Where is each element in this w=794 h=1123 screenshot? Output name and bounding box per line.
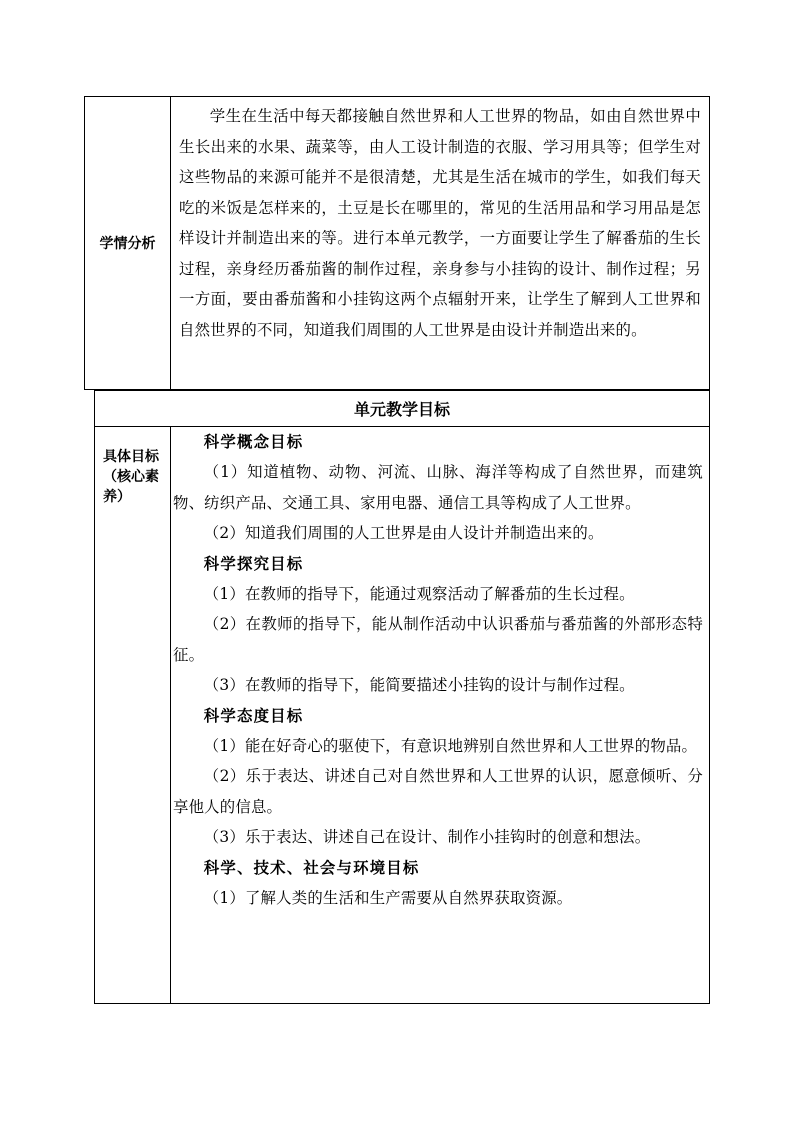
learning-analysis-text: 学生在生活中每天都接触自然世界和人工世界的物品，如由自然世界中生长出来的水果、蔬菜等，由人工设计制造的衣服、学习用具等；但学生对这些物品的来源可能并不是很清楚，尤其是生活在城市的学生，如我们每天吃的米饭是怎样来的，土豆是长在哪里的，常见的生活用品和学习用品是怎样设计并制造出来的等。进行本单元教学，一方面要让学生了解番茄的生长过程，亲身经历番茄酱的制作过程，亲身参与小挂钩的设计、制作过程；另一方面，要由番茄酱和小挂钩这两个点辐射开来，让学生了解到人工世界和自然世界的不同，知道我们周围的人工世界是由设计并制造出来的。 (179, 107, 701, 339)
unit-goals-header: 单元教学目标 (95, 391, 709, 427)
inquiry-goal-3: （3）在教师的指导下，能简要描述小挂钩的设计与制作过程。 (203, 676, 635, 695)
attitude-goal-3: （3）乐于表达、讲述自己在设计、制作小挂钩时的创意和想法。 (203, 828, 651, 847)
specific-goals-label: 具体目标（核心素养） (95, 427, 171, 1003)
stse-goals-heading: 科学、技术、社会与环境目标 (203, 858, 420, 877)
unit-goals-body (171, 427, 709, 1003)
inquiry-goal-2: （2）在教师的指导下，能从制作活动中认识番茄与番茄酱的外部形态特征。 (173, 615, 703, 664)
inquiry-goals-heading: 科学探究目标 (203, 554, 304, 573)
unit-goals-table (94, 390, 710, 1004)
concept-goals-heading: 科学概念目标 (203, 433, 304, 451)
learning-analysis-label: 学情分析 (85, 97, 171, 389)
stse-goal-1: （1）了解人类的生活和生产需要从自然界获取资源。 (203, 889, 573, 908)
learning-analysis-table (84, 96, 710, 390)
attitude-goals-heading: 科学态度目标 (203, 706, 304, 725)
attitude-goal-2: （2）乐于表达、讲述自己对自然世界和人工世界的认识，愿意倾听、分享他人的信息。 (173, 767, 703, 816)
concept-goal-2: （2）知道我们周围的人工世界是由人设计并制造出来的。 (203, 524, 604, 543)
attitude-goal-1: （1）能在好奇心的驱使下，有意识地辨别自然世界和人工世界的物品。 (203, 737, 698, 756)
concept-goal-1: （1）知道植物、动物、河流、山脉、海洋等构成了自然世界，而建筑物、纺织产品、交通工具、家用电器、通信工具等构成了人工世界。 (173, 463, 703, 512)
inquiry-goal-1: （1）在教师的指导下，能通过观察活动了解番茄的生长过程。 (203, 585, 635, 604)
